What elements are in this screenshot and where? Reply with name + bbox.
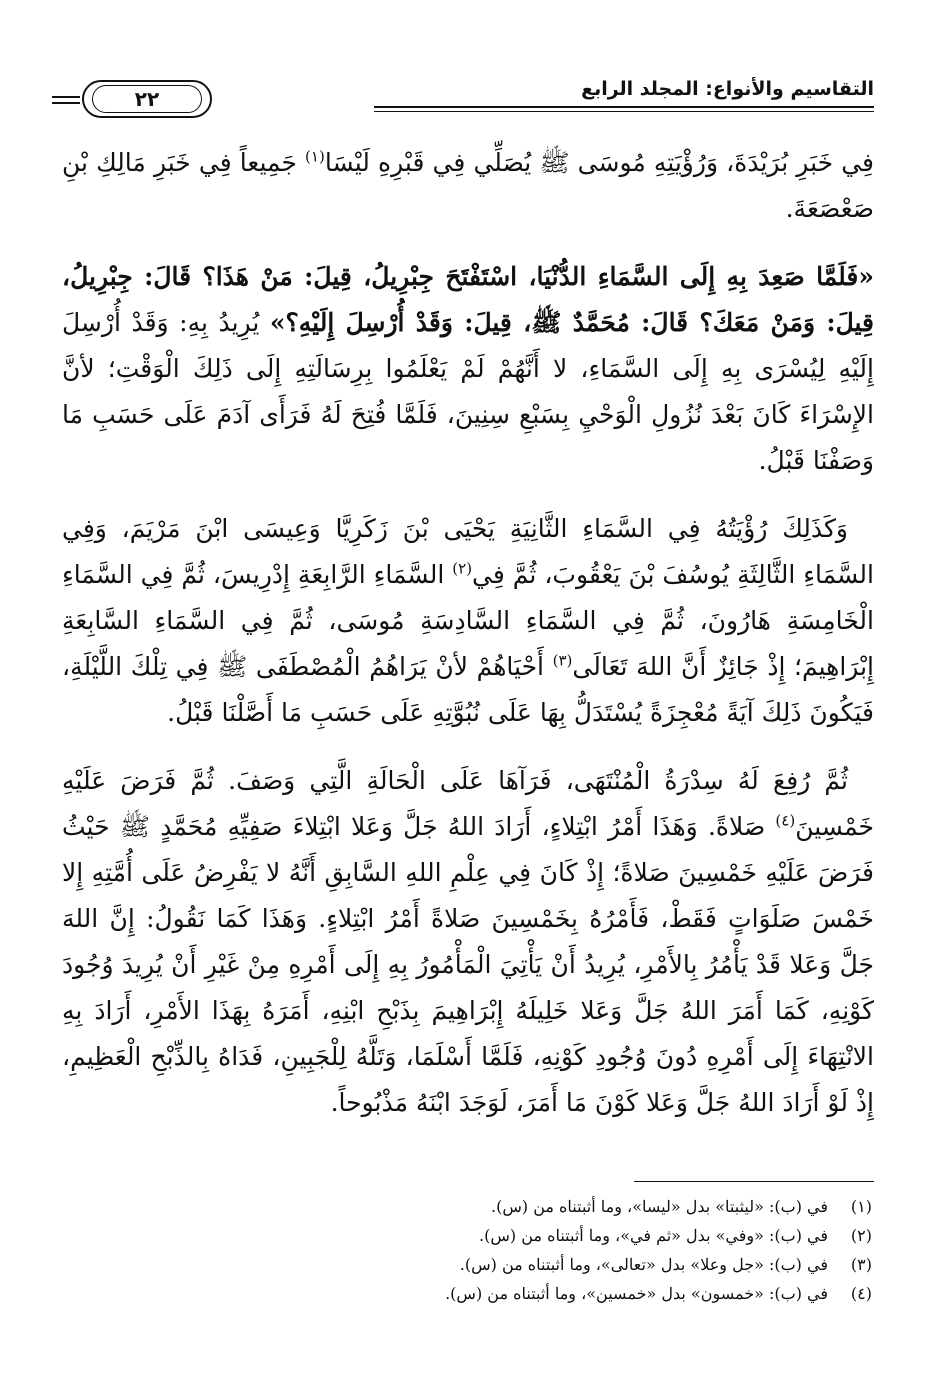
- footnote-marker: (٤): [775, 811, 796, 830]
- header-rule: [374, 106, 874, 108]
- paragraph-text: يُرِيدُ بِهِ: وَقَدْ أُرْسِلَ إِلَيْهِ لِيُسْرَى بِهِ إِلَى السَّمَاءِ، لا أَنَّهُمْ لَمْ يَعْلَمُوا بِرِسَالَتِهِ إِلَى ذَلِكَ الْوَقْتِ؛ لأنَّ الإِسْرَاءَ كَانَ بَعْدَ نُزُولِ الْوَحْيِ بِسَبْعِ سِنِينَ، فَلَمَّا فُتِحَ لَهُ فَرَأَى آدَمَ عَلَى حَسَبِ مَا وَصَفْنَا قَبْلُ.: [62, 308, 874, 475]
- paragraph-text: أَحْيَاهُمْ لأنْ يَرَاهُمُ الْمُصْطَفَى ﷺ فِي تِلْكَ اللَّيْلَةِ، فَيَكُونَ ذَلِكَ آيَةً مُعْجِزَةً يُسْتَدَلُّ بِهَا عَلَى نُبُوَّتِهِ عَلَى حَسَبِ مَا أَصَّلْنَا قَبْلُ.: [62, 652, 874, 727]
- paragraph: [62, 758, 874, 1126]
- header-rule-thin: [374, 111, 874, 112]
- page-number: ٢٢: [92, 85, 202, 113]
- footnote-marker: (٣): [552, 651, 573, 670]
- hadith-quote: «فَلَمَّا صَعِدَ بِهِ إِلَى السَّمَاءِ الدُّنْيَا، اسْتَفْتَحَ جِبْرِيلُ، قِيلَ: مَنْ هَذَا؟ قَالَ: جِبْرِيلُ، قِيلَ: وَمَنْ مَعَكَ؟ قَالَ: مُحَمَّدٌ ﷺ، قِيلَ: وَقَدْ أُرْسِلَ إِلَيْهِ؟»: [62, 262, 874, 337]
- footnote-marker: (١): [305, 147, 325, 166]
- main-text: [62, 140, 874, 1148]
- footnote-text: في (ب): «ليثبتا» بدل «ليسا»، وما أثبتناه من (س).: [491, 1197, 828, 1216]
- footnote-number: (٢): [850, 1226, 872, 1245]
- footnote-text: في (ب): «جل وعلا» بدل «تعالى»، وما أثبتناه من (س).: [459, 1255, 828, 1274]
- footnote: [72, 1221, 872, 1250]
- paragraph: [62, 506, 874, 736]
- footnote-separator: [634, 1181, 874, 1182]
- footnote-text: في (ب): «وفي» بدل «ثم في»، وما أثبتناه من (س).: [479, 1226, 828, 1245]
- page-number-rule: [52, 102, 80, 104]
- footnote-text: في (ب): «خمسون» بدل «خمسين»، وما أثبتناه من (س).: [445, 1284, 828, 1303]
- page-number-frame: [82, 80, 212, 118]
- paragraph-text: السَّمَاءِ الرَّابِعَةِ إِدْرِيسَ، ثُمَّ فِي السَّمَاءِ الْخَامِسَةِ هَارُونَ، ثُمَّ فِي السَّمَاءِ السَّادِسَةِ مُوسَى، ثُمَّ فِي السَّمَاءِ السَّابِعَةِ إِبْرَاهِيمَ؛ إِذْ جَائِزٌ أَنَّ اللهَ تَعَالَى: [62, 560, 874, 681]
- paragraph: [62, 140, 874, 232]
- footnotes: [72, 1192, 872, 1308]
- paragraph-text: فِي خَبَرِ بُرَيْدَةَ، وَرُؤْيَتِهِ مُوسَى ﷺ يُصَلِّي فِي قَبْرِهِ لَيْسَا: [324, 148, 874, 177]
- footnote-number: (٤): [850, 1284, 872, 1303]
- paragraph-text: ثُمَّ رُفِعَ لَهُ سِدْرَةُ الْمُنْتَهَى، فَرَآهَا عَلَى الْحَالَةِ الَّتِي وَصَفَ. ثُمَّ فَرَضَ عَلَيْهِ خَمْسِينَ: [62, 766, 874, 841]
- footnote-number: (٣): [850, 1255, 872, 1274]
- page-number-rule: [52, 96, 80, 98]
- paragraph-text: جَمِيعاً فِي خَبَرِ مَالِكِ بْنِ صَعْصَعَةَ.: [62, 148, 874, 223]
- footnote-marker: (٢): [452, 559, 473, 578]
- footnote: [72, 1250, 872, 1279]
- page-header: [52, 72, 874, 122]
- footnote: [72, 1192, 872, 1221]
- footnote-number: (١): [850, 1197, 872, 1216]
- paragraph-text: وَكَذَلِكَ رُؤْيَتُهُ فِي السَّمَاءِ الثَّانِيَةِ يَحْيَى بْنَ زَكَرِيَّا وَعِيسَى ابْنَ مَرْيَمَ، وَفِي السَّمَاءِ الثَّالِثَةِ يُوسُفَ بْنَ يَعْقُوبَ، ثُمَّ فِي: [62, 514, 874, 589]
- paragraph-text: صَلاةً. وَهَذَا أَمْرُ ابْتِلاءٍ، أَرَادَ اللهُ جَلَّ وَعَلا ابْتِلاءَ صَفِيِّهِ مُحَمَّدٍ ﷺ حَيْثُ فَرَضَ عَلَيْهِ خَمْسِينَ صَلاةً؛ إِذْ كَانَ فِي عِلْمِ اللهِ السَّابِقِ أَنَّهُ لا يَفْرِضُ عَلَى أُمَّتِهِ إِلا خَمْسَ صَلَوَاتٍ فَقَطْ، فَأَمْرُهُ بِخَمْسِينَ صَلاةً أَمْرُ ابْتِلاءٍ. وَهَذَا كَمَا نَقُولُ: إِنَّ اللهَ جَلَّ وَعَلا قَدْ يَأْمُرُ بِالأَمْرِ، يُرِيدُ أَنْ يَأْتِيَ الْمَأْمُورُ بِهِ إِلَى أَمْرِهِ مِنْ غَيْرِ أَنْ يُرِيدَ وُجُودَ كَوْنِهِ، كَمَا أَمَرَ اللهُ جَلَّ وَعَلا خَلِيلَهُ إِبْرَاهِيمَ بِذَبْحِ ابْنِهِ، أَمَرَهُ بِهَذَا الأَمْرِ، أَرَادَ بِهِ الانْتِهَاءَ إِلَى أَمْرِهِ دُونَ وُجُودِ كَوْنِهِ، فَلَمَّا أَسْلَمَا، وَتَلَّهُ لِلْجَبِينِ، فَدَاهُ بِالذِّبْحِ الْعَظِيمِ، إِذْ لَوْ أَرَادَ اللهُ جَلَّ وَعَلا كَوْنَ مَا أَمَرَ، لَوَجَدَ ابْنَهُ مَذْبُوحاً.: [62, 812, 874, 1117]
- running-title: التقاسيم والأنواع: المجلد الرابع: [581, 78, 874, 100]
- paragraph: [62, 254, 874, 484]
- footnote: [72, 1279, 872, 1308]
